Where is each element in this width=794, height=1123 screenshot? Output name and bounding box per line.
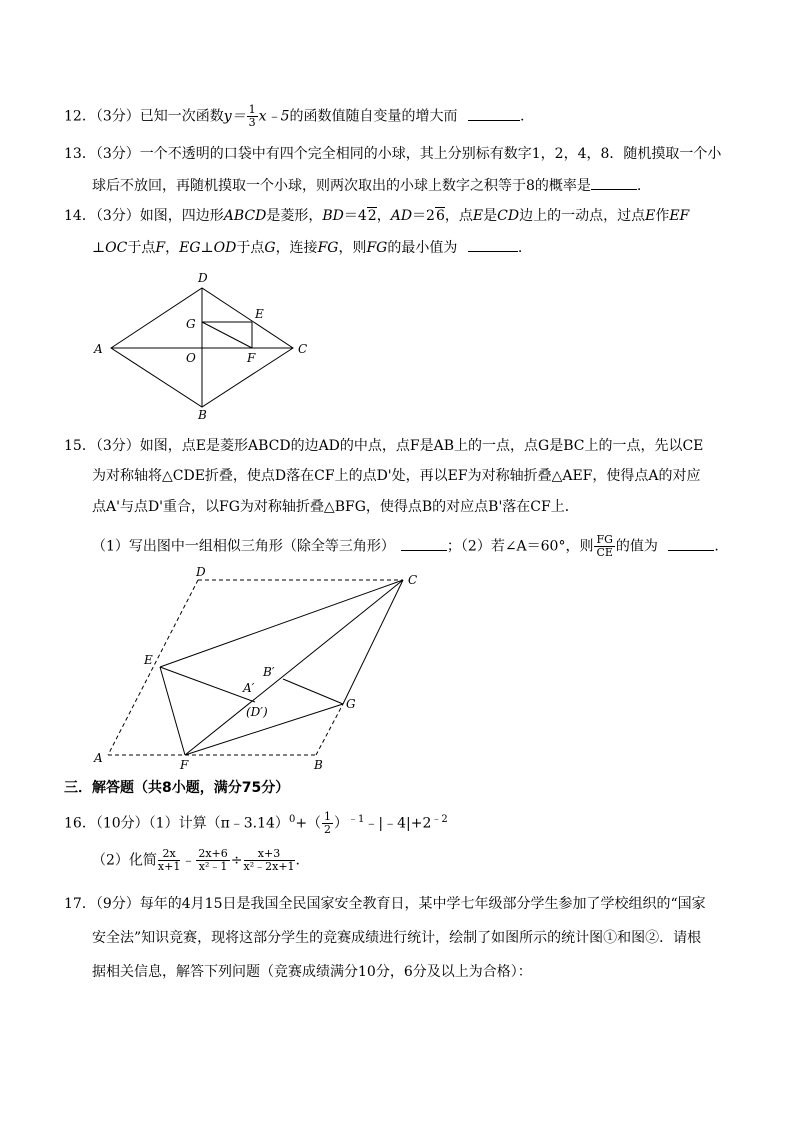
label-b: B — [314, 758, 323, 772]
frac-den: CE — [596, 546, 613, 559]
question-15-sub — [92, 534, 719, 559]
q15-line1: 如图，点E是菱形ABCD的边AD的中点，点F是AB上的一点，点G是BC上的一点，先以CE — [139, 438, 704, 454]
q12-end: . — [519, 108, 525, 125]
q15-fraction — [594, 534, 614, 559]
frac-den: 3 — [248, 116, 256, 129]
q15-sep: ；（2）若∠A＝60°，则 — [446, 538, 594, 555]
q14-var: E — [472, 208, 484, 224]
q14-text: ， — [376, 208, 391, 224]
frac-den: x²﹣1 — [198, 860, 228, 873]
label-e: E — [144, 653, 153, 667]
segment-ef — [160, 667, 185, 755]
q12-score: （3分） — [95, 108, 140, 125]
label-b: B — [198, 408, 207, 420]
segment-ed — [160, 667, 255, 702]
q15-end: . — [714, 538, 719, 555]
q14-var: EF — [669, 208, 690, 224]
q13-end: . — [636, 178, 642, 194]
q14-text: ，则 — [338, 240, 367, 256]
q14-number: 14． — [64, 208, 96, 224]
q14-text: ， — [165, 240, 180, 256]
exp: 0 — [288, 814, 296, 825]
q12-text: 已知一次函数 — [139, 108, 224, 125]
q14-text: ＝2 — [412, 208, 435, 224]
q14-text: 如图，四边形 — [139, 208, 224, 224]
label-f: F — [247, 351, 256, 365]
label-c: C — [408, 573, 418, 587]
q14-var: CD — [497, 208, 520, 224]
q14-var: EG — [179, 240, 201, 256]
q14-var: ABCD — [223, 208, 267, 224]
q15-line3: 点A'与点D'重合，以FG为对称轴折叠△BFG，使得点B的对应点B'落在CF上． — [92, 499, 579, 515]
q12-fraction — [247, 104, 258, 129]
q12-text2: 的函数值随自变量的增大而 — [289, 108, 458, 125]
sqrt-2: 2 — [367, 208, 377, 224]
rhombus-figure-q14 — [90, 268, 320, 420]
question-15-line2 — [92, 466, 701, 486]
q14-var: G — [264, 240, 276, 256]
frac-den: x²﹣2x+1 — [243, 860, 295, 873]
q14-var: AD — [390, 208, 413, 224]
label-a: A — [94, 342, 103, 356]
q12-number: 12． — [64, 108, 96, 125]
segment-bg — [283, 679, 343, 704]
q14-text: ，连接 — [275, 240, 318, 256]
question-16-part2 — [92, 848, 300, 873]
q16-text: +（ — [295, 815, 322, 832]
section-title: 三．解答题（共8小题，满分75分） — [64, 780, 290, 796]
frac-num: 1 — [324, 810, 332, 824]
label-f: F — [180, 758, 189, 772]
q17-number: 17． — [64, 896, 96, 912]
q14-var: FG — [366, 240, 388, 256]
q13-score: （3分） — [95, 146, 140, 162]
label-g: G — [346, 697, 356, 711]
frac-num: FG — [596, 533, 613, 546]
q16-text: ﹣|﹣4|+2 — [364, 815, 432, 832]
sqrt-6: 6 — [435, 208, 445, 224]
label-g: G — [186, 317, 196, 331]
fraction-1 — [158, 848, 180, 873]
q14-var: F — [155, 240, 166, 256]
q15-sub1: （1）写出图中一组相似三角形（除全等三角形） — [92, 538, 395, 555]
frac-den: x+1 — [157, 860, 181, 873]
label-e: E — [255, 307, 264, 321]
exp: ﹣1 — [348, 814, 365, 825]
question-15-line3 — [92, 497, 579, 517]
q12-x: x﹣5 — [258, 108, 290, 125]
q16-text: ） — [334, 815, 349, 832]
fraction-3 — [244, 848, 295, 873]
answer-blank[interactable] — [468, 106, 520, 121]
q14-var: BD — [322, 208, 344, 224]
answer-blank[interactable] — [591, 175, 637, 190]
question-15 — [64, 436, 703, 456]
label-c: C — [298, 342, 308, 356]
question-17-line3 — [92, 962, 532, 982]
q14-text: 于点 — [236, 240, 265, 256]
q13-line1: 一个不透明的口袋中有四个完全相同的小球，其上分别标有数字1，2，4，8．随机摸取一个小 — [139, 146, 722, 162]
frac-num: x+3 — [244, 848, 295, 861]
label-d-prime: (D′) — [246, 705, 268, 719]
label-d: D — [198, 271, 208, 285]
question-17 — [64, 894, 706, 914]
question-12 — [64, 104, 524, 129]
q14-var: E — [645, 208, 656, 224]
question-13-line2 — [92, 175, 641, 196]
frac-num: 2x — [158, 848, 180, 861]
q16-text: ÷ — [230, 852, 243, 869]
q17-score: （9分） — [95, 896, 140, 912]
segment-ec — [160, 580, 403, 667]
frac-num: 1 — [248, 103, 256, 116]
q15-sub2: 的值为 — [615, 538, 658, 555]
q14-text: 作 — [655, 208, 670, 224]
q14-var: FG — [317, 240, 339, 256]
q15-line2: 为对称轴将△CDE折叠，使点D落在CF上的点D'处，再以EF为对称轴折叠△AEF，使得点A的对应 — [92, 468, 701, 484]
answer-blank[interactable] — [468, 237, 518, 252]
q14-text: 是菱形， — [266, 208, 323, 224]
label-a: A — [94, 751, 103, 765]
rhombus-fold-figure-q15 — [88, 562, 428, 774]
q16-number: 16． — [64, 815, 96, 832]
q16-fraction — [322, 811, 333, 836]
label-d: D — [196, 565, 206, 579]
question-17-line2 — [92, 928, 701, 948]
fraction-2 — [196, 848, 229, 873]
q16-part1: （1）计算（π﹣3.14） — [148, 815, 289, 832]
q14-text: ⊥ — [92, 240, 106, 256]
frac-den: 2 — [324, 823, 332, 837]
question-14 — [64, 206, 689, 226]
question-16 — [64, 810, 448, 836]
q12-y: y＝ — [223, 108, 246, 125]
q14-text: 边上的一动点，过点 — [519, 208, 646, 224]
side-da — [108, 580, 198, 755]
label-a-prime: A′ — [243, 681, 255, 695]
q14-text: ＝4 — [343, 208, 367, 224]
q17-line3: 据相关信息，解答下列问题（竞赛成绩满分10分，6分及以上为合格）： — [92, 964, 532, 980]
q16-score: （10分） — [95, 815, 149, 832]
q14-text: 于点 — [127, 240, 156, 256]
q16-text: ﹣ — [181, 852, 196, 869]
segment-fg — [202, 322, 252, 348]
answer-blank[interactable] — [668, 536, 714, 551]
q17-line1: 每年的4月15日是我国全民国家安全教育日，某中学七年级部分学生参加了学校组织的“国家 — [139, 896, 706, 912]
q15-score: （3分） — [95, 438, 140, 454]
question-14-line2 — [92, 237, 522, 258]
q14-text: ，点 — [444, 208, 473, 224]
q14-end: . — [517, 240, 523, 256]
segment-fc — [185, 580, 403, 755]
q14-var: OD — [213, 240, 237, 256]
question-13 — [64, 144, 721, 164]
q13-number: 13． — [64, 146, 96, 162]
q14-var: OC — [105, 240, 128, 256]
q17-line2: 安全法”知识竞赛，现将这部分学生的竞赛成绩进行统计，绘制了如图所示的统计图①和图②．请根 — [92, 930, 702, 946]
answer-blank[interactable] — [401, 536, 447, 551]
q13-line2: 球后不放回，再随机摸取一个小球，则两次取出的小球上数字之积等于8的概率是 — [92, 178, 591, 194]
q16-part2: （2）化简 — [92, 852, 157, 869]
q14-text: ⊥ — [200, 240, 214, 256]
frac-num: 2x+6 — [198, 847, 228, 860]
exp: ﹣2 — [431, 814, 448, 825]
q14-score: （3分） — [95, 208, 140, 224]
label-o: O — [186, 351, 196, 365]
q14-text: 是 — [483, 208, 498, 224]
q14-text: 的最小值为 — [387, 240, 458, 256]
q15-number: 15． — [64, 438, 96, 454]
q16-end: . — [295, 852, 300, 869]
label-b-prime: B′ — [263, 665, 275, 679]
